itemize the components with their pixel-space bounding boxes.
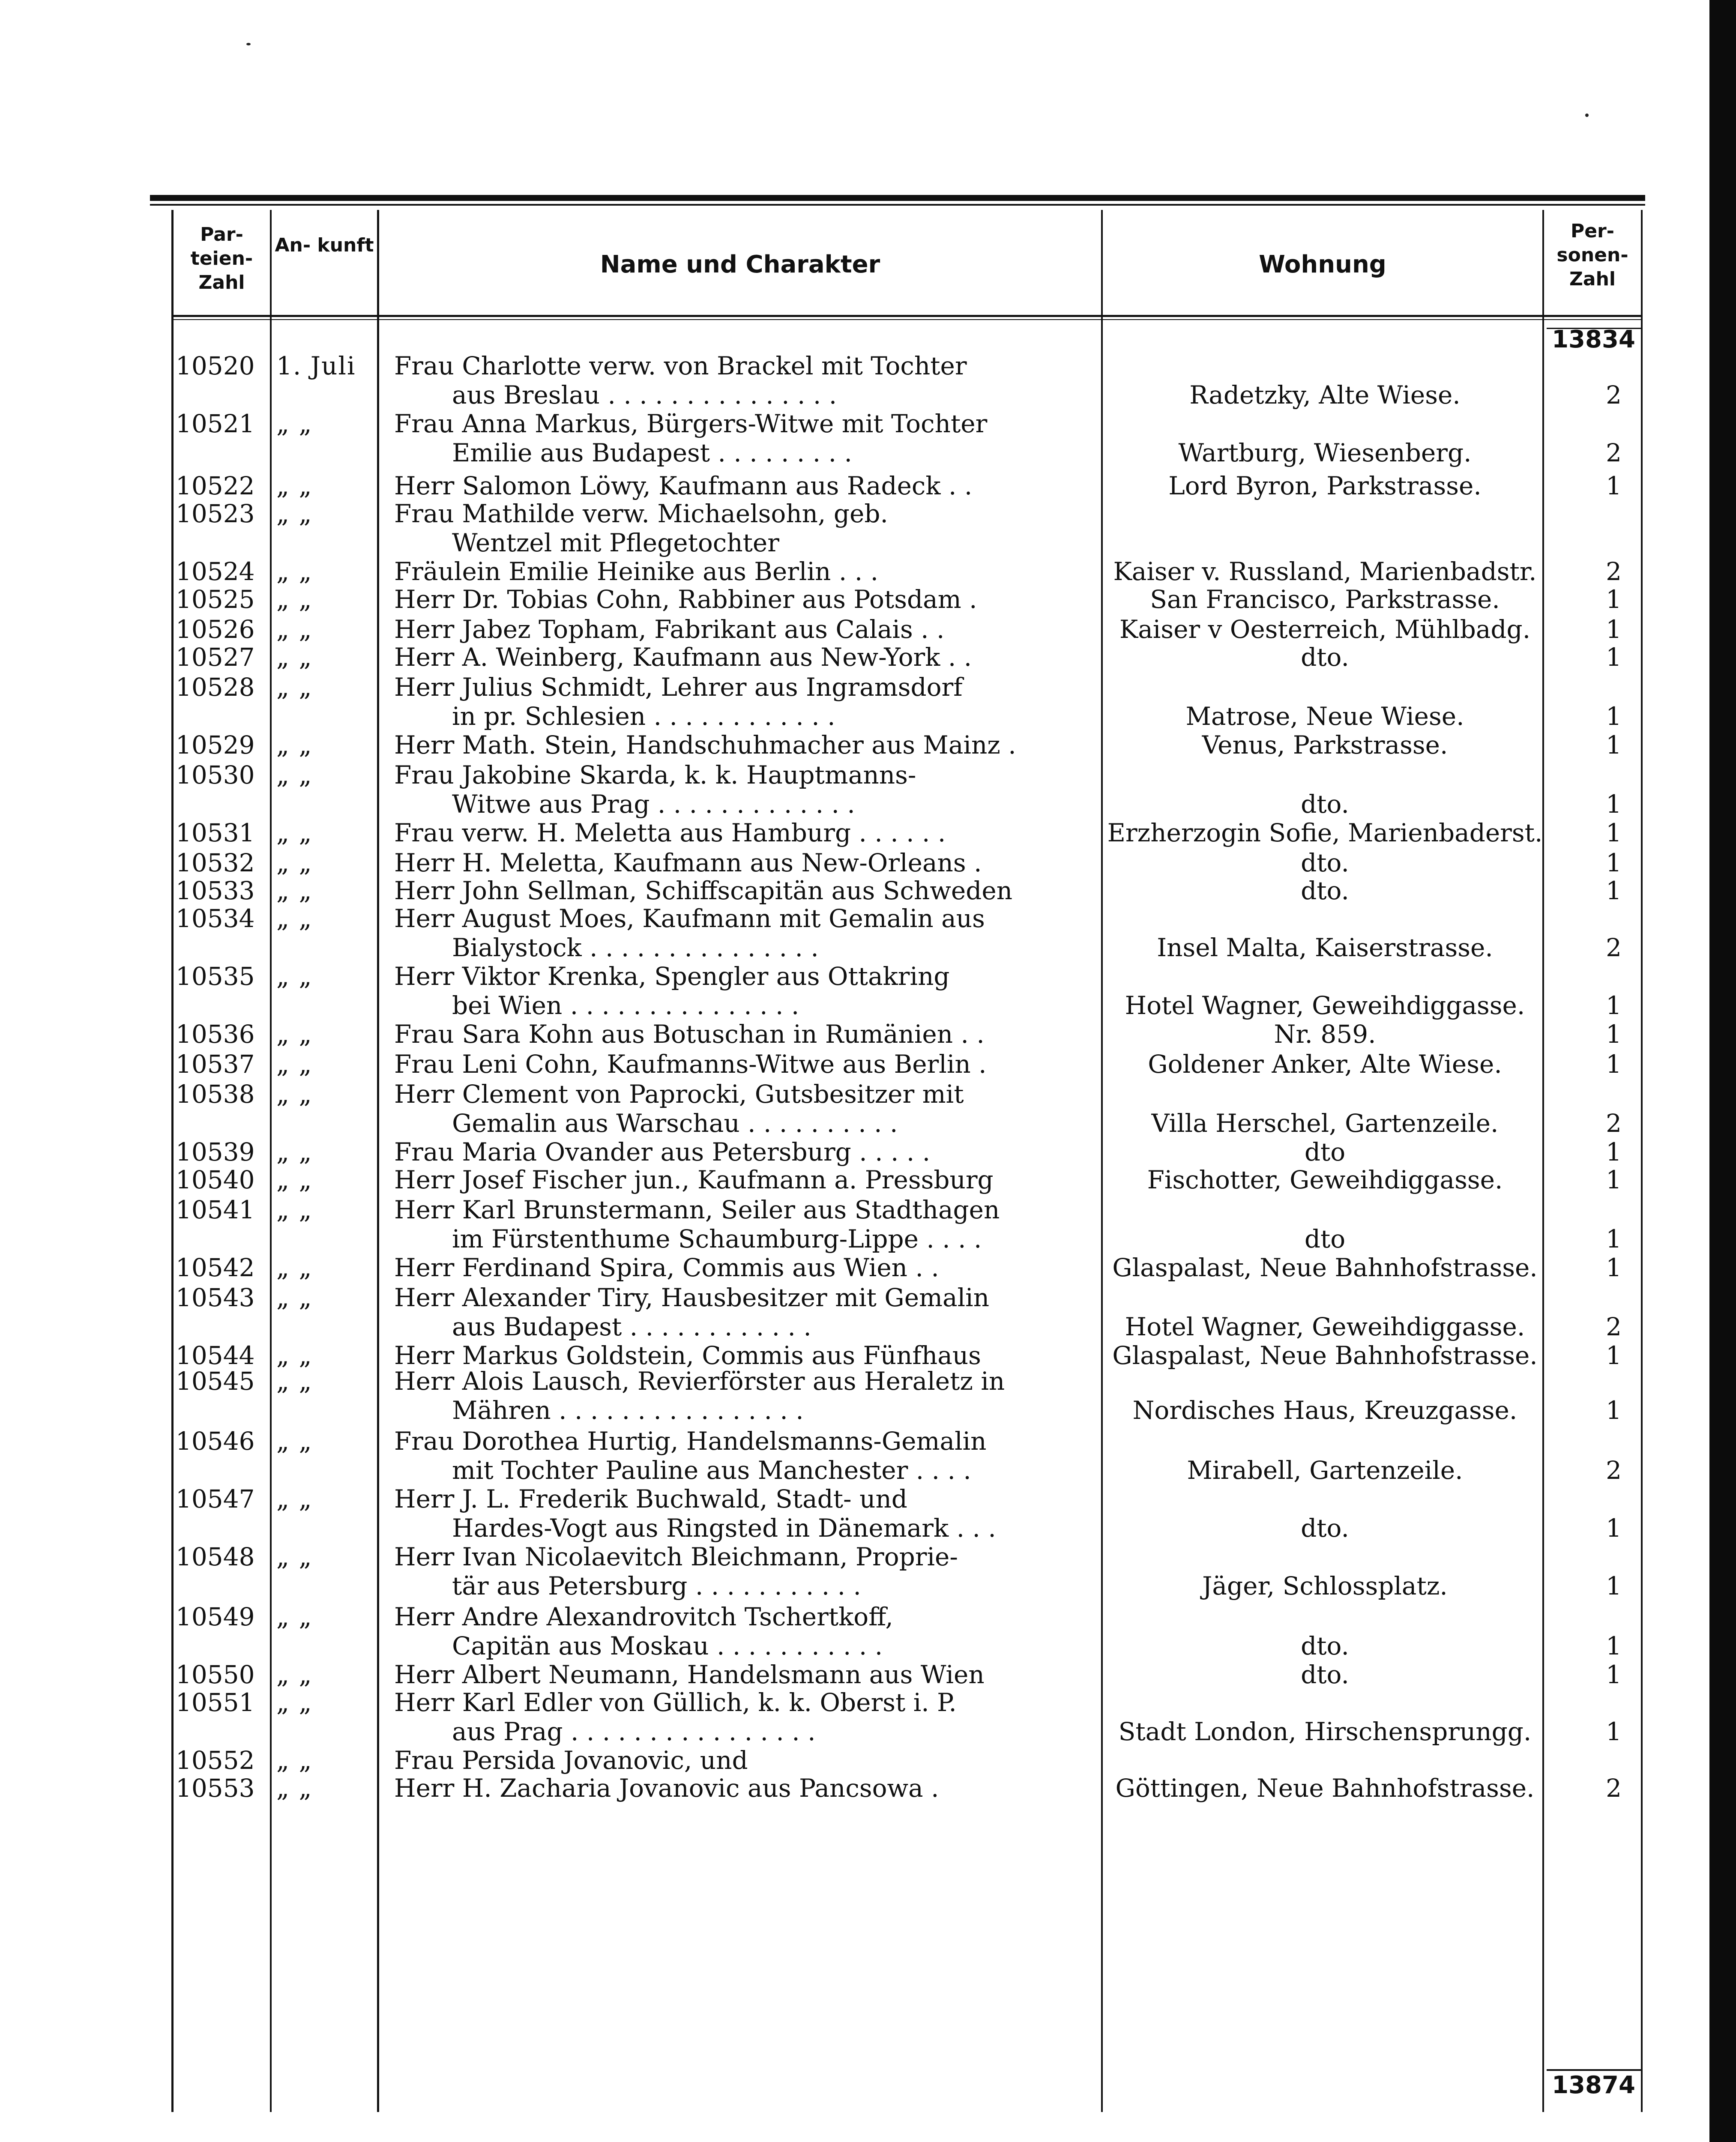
arrival-date: „ „: [276, 730, 313, 760]
guest-name: [394, 1774, 1097, 1803]
guest-name-line-1: Herr Alexander Tiry, Hausbesitzer mit Gemalin: [394, 1283, 990, 1312]
party-number: 10536: [176, 1020, 255, 1049]
guest-name: [394, 499, 1097, 557]
guest-name: [394, 1020, 1097, 1049]
header-residence: Wohnung: [1259, 251, 1386, 278]
arrival-date: „ „: [276, 1484, 313, 1514]
arrival-date: „ „: [276, 471, 313, 500]
person-count: 1: [1606, 1253, 1622, 1282]
party-number: 10524: [176, 557, 255, 586]
person-count: 1: [1606, 818, 1622, 847]
guest-name-line-1: Herr Julius Schmidt, Lehrer aus Ingramsdorf: [394, 673, 963, 702]
guest-name-line-2: Bialystock . . . . . . . . . . . . . . .: [452, 933, 819, 962]
arrival-date: „ „: [276, 585, 313, 614]
guest-name: [394, 557, 1097, 586]
arrival-date: „ „: [276, 760, 313, 790]
person-count: 1: [1606, 1396, 1622, 1425]
party-number: 10532: [176, 848, 255, 877]
arrival-date: „ „: [276, 499, 313, 528]
arrival-date: „ „: [276, 1283, 313, 1312]
person-count: 1: [1606, 615, 1622, 644]
person-count: 1: [1606, 876, 1622, 905]
guest-name: [394, 1050, 1097, 1079]
guest-name-line-1: Herr A. Weinberg, Kaufmann aus New-York . .: [394, 643, 972, 672]
party-number: 10544: [176, 1341, 255, 1370]
arrival-date: 1. Juli: [276, 351, 356, 380]
header-party-count: Par- teien- Zahl: [190, 224, 253, 293]
guest-name-line-1: Herr Clement von Paprocki, Gutsbesitzer mit: [394, 1080, 964, 1109]
guest-name-line-1: Herr Salomon Löwy, Kaufmann aus Radeck . .: [394, 471, 973, 500]
guest-name: [394, 351, 1097, 410]
guest-name-line-2: Witwe aus Prag . . . . . . . . . . . . .: [452, 790, 855, 819]
guest-name-line-1: Frau Anna Markus, Bürgers-Witwe mit Tochter: [394, 409, 988, 438]
residence: Hotel Wagner, Geweihdiggasse.: [1125, 1312, 1525, 1341]
guest-name-line-1: Herr Dr. Tobias Cohn, Rabbiner aus Potsdam .: [394, 585, 977, 614]
guest-name-line-1: Herr Markus Goldstein, Commis aus Fünfhaus: [394, 1341, 981, 1370]
top-rule-thin: [150, 204, 1645, 206]
residence: Matrose, Neue Wiese.: [1185, 702, 1464, 731]
guest-name-line-2: aus Budapest . . . . . . . . . . . .: [452, 1312, 811, 1341]
arrival-date: „ „: [276, 818, 313, 847]
residence: Jäger, Schlossplatz.: [1202, 1571, 1448, 1601]
party-number: 10551: [176, 1688, 255, 1717]
residence: Göttingen, Neue Bahnhofstrasse.: [1115, 1774, 1535, 1803]
guest-name: [394, 615, 1097, 644]
guest-name: [394, 585, 1097, 614]
person-count: 2: [1606, 557, 1622, 586]
guest-name: [394, 1660, 1097, 1689]
residence: San Francisco, Parkstrasse.: [1150, 585, 1500, 614]
column-rule: [171, 210, 174, 2112]
guest-name-line-1: Herr Josef Fischer jun., Kaufmann a. Pressburg: [394, 1165, 994, 1194]
guest-name: [394, 1484, 1097, 1543]
guest-name-line-1: Herr Math. Stein, Handschuhmacher aus Mainz .: [394, 730, 1016, 760]
arrival-date: „ „: [276, 1080, 313, 1109]
guest-name-line-2: Gemalin aus Warschau . . . . . . . . . .: [452, 1109, 898, 1138]
person-count: 2: [1606, 1312, 1622, 1341]
guest-name-line-1: Herr John Sellman, Schiffscapitän aus Schweden: [394, 876, 1013, 905]
top-rule: [150, 195, 1645, 201]
party-number: 10523: [176, 499, 255, 528]
residence: Kaiser v Oesterreich, Mühlbadg.: [1119, 615, 1531, 644]
residence: Mirabell, Gartenzeile.: [1187, 1456, 1463, 1485]
residence: dto.: [1301, 1660, 1349, 1689]
guest-name: [394, 876, 1097, 905]
person-count: 1: [1606, 643, 1622, 672]
header-arrival: An- kunft: [275, 234, 374, 256]
guest-name: [394, 848, 1097, 877]
residence: Nr. 859.: [1274, 1020, 1376, 1049]
party-number: 10521: [176, 409, 255, 438]
header-rule: [171, 319, 1641, 320]
party-number: 10535: [176, 962, 255, 991]
guest-name: [394, 1602, 1097, 1660]
residence: dto.: [1301, 848, 1349, 877]
guest-name-line-1: Herr Jabez Topham, Fabrikant aus Calais . .: [394, 615, 945, 644]
person-count: 1: [1606, 790, 1622, 819]
person-count: 1: [1606, 585, 1622, 614]
arrival-date: „ „: [276, 643, 313, 672]
guest-name-line-1: Herr Ferdinand Spira, Commis aus Wien . .: [394, 1253, 939, 1282]
party-number: 10527: [176, 643, 255, 672]
column-rule: [1641, 210, 1643, 2112]
person-count: 1: [1606, 471, 1622, 500]
guest-name-line-1: Frau Sara Kohn aus Botuschan in Rumänien . .: [394, 1020, 985, 1049]
total-rule: [1547, 2069, 1641, 2071]
person-count: 1: [1606, 1020, 1622, 1049]
person-count: 1: [1606, 1341, 1622, 1370]
residence: Fischotter, Geweihdiggasse.: [1147, 1165, 1503, 1194]
arrival-date: „ „: [276, 848, 313, 877]
arrival-date: „ „: [276, 1746, 313, 1775]
party-number: 10543: [176, 1283, 255, 1312]
guest-name: [394, 1080, 1097, 1138]
party-number: 10529: [176, 730, 255, 760]
residence: Wartburg, Wiesenberg.: [1178, 438, 1472, 467]
residence: dto.: [1301, 1631, 1349, 1660]
arrival-date: „ „: [276, 1367, 313, 1396]
residence: dto: [1304, 1137, 1346, 1167]
person-count: 2: [1606, 380, 1622, 410]
residence: Nordisches Haus, Kreuzgasse.: [1132, 1396, 1518, 1425]
grand-total: 13874: [1552, 2071, 1635, 2099]
header-rule: [171, 315, 1641, 317]
arrival-date: „ „: [276, 1253, 313, 1282]
arrival-date: „ „: [276, 557, 313, 586]
guest-name-line-1: Herr Albert Neumann, Handelsmann aus Wien: [394, 1660, 985, 1689]
arrival-date: „ „: [276, 1688, 313, 1717]
person-count: 1: [1606, 1660, 1622, 1689]
arrival-date: „ „: [276, 409, 313, 438]
guest-name: [394, 962, 1097, 1020]
arrival-date: „ „: [276, 1602, 313, 1631]
party-number: 10533: [176, 876, 255, 905]
guest-name-line-1: Herr H. Zacharia Jovanovic aus Pancsowa .: [394, 1774, 939, 1803]
party-number: 10526: [176, 615, 255, 644]
party-number: 10541: [176, 1195, 255, 1224]
arrival-date: „ „: [276, 1050, 313, 1079]
guest-name-line-2: Mähren . . . . . . . . . . . . . . . .: [452, 1396, 804, 1425]
arrival-date: „ „: [276, 904, 313, 933]
header-persons: Per- sonen- Zahl: [1556, 220, 1628, 290]
guest-name: [394, 1253, 1097, 1282]
arrival-date: „ „: [276, 1165, 313, 1194]
person-count: 1: [1606, 1224, 1622, 1253]
guest-name: [394, 1427, 1097, 1485]
guest-name: [394, 1165, 1097, 1194]
arrival-date: „ „: [276, 876, 313, 905]
person-count: 1: [1606, 1050, 1622, 1079]
person-count: 2: [1606, 1774, 1622, 1803]
guest-name: [394, 1542, 1097, 1601]
residence: Erzherzogin Sofie, Marienbaderst.: [1107, 818, 1543, 847]
person-count: 1: [1606, 1717, 1622, 1746]
person-count: 1: [1606, 991, 1622, 1020]
guest-name-line-2: Hardes-Vogt aus Ringsted in Dänemark . . .: [452, 1514, 996, 1543]
guest-name: [394, 730, 1097, 760]
residence: Kaiser v. Russland, Marienbadstr.: [1113, 557, 1537, 586]
guest-name: [394, 1367, 1097, 1425]
guest-name-line-1: Herr Ivan Nicolaevitch Bleichmann, Proprie-: [394, 1542, 958, 1571]
guest-name: [394, 471, 1097, 500]
guest-name: [394, 673, 1097, 731]
residence: dto: [1304, 1224, 1346, 1253]
arrival-date: „ „: [276, 1774, 313, 1803]
guest-name-line-1: Herr Andre Alexandrovitch Tschertkoff,: [394, 1602, 893, 1631]
guest-name: [394, 409, 1097, 467]
arrival-date: „ „: [276, 1020, 313, 1049]
column-rule: [270, 210, 272, 2112]
residence: dto.: [1301, 790, 1349, 819]
person-count: 2: [1606, 438, 1622, 467]
scan-speck: [246, 43, 251, 45]
party-number: 10520: [176, 351, 255, 380]
party-number: 10534: [176, 904, 255, 933]
residence: Goldener Anker, Alte Wiese.: [1148, 1050, 1502, 1079]
guest-name-line-2: Emilie aus Budapest . . . . . . . . .: [452, 438, 852, 467]
guest-name-line-2: im Fürstenthume Schaumburg-Lippe . . . .: [452, 1224, 982, 1253]
residence: dto.: [1301, 876, 1349, 905]
party-number: 10553: [176, 1774, 255, 1803]
guest-name-line-1: Fräulein Emilie Heinike aus Berlin . . .: [394, 557, 879, 586]
guest-name-line-2: in pr. Schlesien . . . . . . . . . . . .: [452, 702, 835, 731]
guest-name-line-1: Frau Leni Cohn, Kaufmanns-Witwe aus Berlin .: [394, 1050, 987, 1079]
guest-name-line-1: Frau Jakobine Skarda, k. k. Hauptmanns-: [394, 760, 916, 790]
arrival-date: „ „: [276, 673, 313, 702]
guest-name-line-1: Herr Karl Brunstermann, Seiler aus Stadthagen: [394, 1195, 1000, 1224]
guest-name: [394, 1195, 1097, 1253]
person-count: 1: [1606, 1514, 1622, 1543]
guest-name-line-1: Frau Maria Ovander aus Petersburg . . . . .: [394, 1137, 931, 1167]
residence: Glaspalast, Neue Bahnhofstrasse.: [1112, 1341, 1538, 1370]
guest-name-line-1: Herr H. Meletta, Kaufmann aus New-Orleans .: [394, 848, 982, 877]
arrival-date: „ „: [276, 1195, 313, 1224]
residence: Hotel Wagner, Geweihdiggasse.: [1125, 991, 1525, 1020]
party-number: 10548: [176, 1542, 255, 1571]
residence: Villa Herschel, Gartenzeile.: [1151, 1109, 1499, 1138]
arrival-date: „ „: [276, 615, 313, 644]
header-name: Name und Charakter: [600, 251, 880, 278]
arrival-date: „ „: [276, 1542, 313, 1571]
guest-name-line-1: Herr Viktor Krenka, Spengler aus Ottakring: [394, 962, 950, 991]
residence: Stadt London, Hirschensprungg.: [1118, 1717, 1532, 1746]
scan-edge-right: [1709, 0, 1736, 2142]
party-number: 10549: [176, 1602, 255, 1631]
guest-name: [394, 1688, 1097, 1746]
party-number: 10522: [176, 471, 255, 500]
guest-name-line-1: Frau Charlotte verw. von Brackel mit Tochter: [394, 351, 967, 380]
residence: dto.: [1301, 1514, 1349, 1543]
guest-name: [394, 904, 1097, 962]
residence: Glaspalast, Neue Bahnhofstrasse.: [1112, 1253, 1538, 1282]
guest-name-line-2: aus Breslau . . . . . . . . . . . . . . .: [452, 380, 837, 410]
guest-name-line-1: Herr J. L. Frederik Buchwald, Stadt- und: [394, 1484, 907, 1514]
person-count: 1: [1606, 702, 1622, 731]
guest-name-line-1: Frau Mathilde verw. Michaelsohn, geb.: [394, 499, 888, 528]
party-number: 10542: [176, 1253, 255, 1282]
guest-name: [394, 1137, 1097, 1167]
residence: Venus, Parkstrasse.: [1202, 730, 1448, 760]
guest-name-line-1: Herr Karl Edler von Güllich, k. k. Oberst i. P.: [394, 1688, 957, 1717]
person-count: 1: [1606, 1137, 1622, 1167]
party-number: 10528: [176, 673, 255, 702]
scan-speck: [1585, 114, 1589, 117]
party-number: 10530: [176, 760, 255, 790]
person-count: 1: [1606, 848, 1622, 877]
residence: Lord Byron, Parkstrasse.: [1168, 471, 1482, 500]
party-number: 10525: [176, 585, 255, 614]
guest-name-line-1: Herr August Moes, Kaufmann mit Gemalin aus: [394, 904, 985, 933]
person-count: 1: [1606, 1571, 1622, 1601]
arrival-date: „ „: [276, 1427, 313, 1456]
guest-name-line-2: mit Tochter Pauline aus Manchester . . . .: [452, 1456, 971, 1485]
guest-name-line-2: tär aus Petersburg . . . . . . . . . . .: [452, 1571, 861, 1601]
guest-name-line-2: Capitän aus Moskau . . . . . . . . . . .: [452, 1631, 883, 1660]
carry-over-total: 13834: [1552, 326, 1635, 353]
guest-name-line-2: bei Wien . . . . . . . . . . . . . . .: [452, 991, 799, 1020]
residence: Insel Malta, Kaiserstrasse.: [1157, 933, 1493, 962]
arrival-date: „ „: [276, 1137, 313, 1167]
party-number: 10550: [176, 1660, 255, 1689]
party-number: 10538: [176, 1080, 255, 1109]
guest-name: [394, 1341, 1097, 1370]
guest-name: [394, 1746, 1097, 1775]
arrival-date: „ „: [276, 962, 313, 991]
person-count: 2: [1606, 933, 1622, 962]
residence: Radetzky, Alte Wiese.: [1189, 380, 1461, 410]
party-number: 10546: [176, 1427, 255, 1456]
person-count: 1: [1606, 1631, 1622, 1660]
party-number: 10547: [176, 1484, 255, 1514]
guest-name-line-1: Herr Alois Lausch, Revierförster aus Heraletz in: [394, 1367, 1005, 1396]
guest-name: [394, 818, 1097, 847]
party-number: 10552: [176, 1746, 255, 1775]
guest-name-line-2: aus Prag . . . . . . . . . . . . . . . .: [452, 1717, 816, 1746]
party-number: 10531: [176, 818, 255, 847]
guest-name-line-1: Frau verw. H. Meletta aus Hamburg . . . . . .: [394, 818, 946, 847]
residence: dto.: [1301, 643, 1349, 672]
party-number: 10540: [176, 1165, 255, 1194]
party-number: 10537: [176, 1050, 255, 1079]
column-rule: [377, 210, 379, 2112]
guest-name-line-1: Frau Dorothea Hurtig, Handelsmanns-Gemalin: [394, 1427, 987, 1456]
guest-name: [394, 1283, 1097, 1341]
guest-name-line-1: Frau Persida Jovanovic, und: [394, 1746, 748, 1775]
person-count: 2: [1606, 1456, 1622, 1485]
party-number: 10539: [176, 1137, 255, 1167]
person-count: 1: [1606, 730, 1622, 760]
party-number: 10545: [176, 1367, 255, 1396]
guest-name-line-2: Wentzel mit Pflegetochter: [452, 528, 779, 557]
person-count: 1: [1606, 1165, 1622, 1194]
guest-name: [394, 643, 1097, 672]
arrival-date: „ „: [276, 1341, 313, 1370]
arrival-date: „ „: [276, 1660, 313, 1689]
guest-name: [394, 760, 1097, 819]
person-count: 2: [1606, 1109, 1622, 1138]
